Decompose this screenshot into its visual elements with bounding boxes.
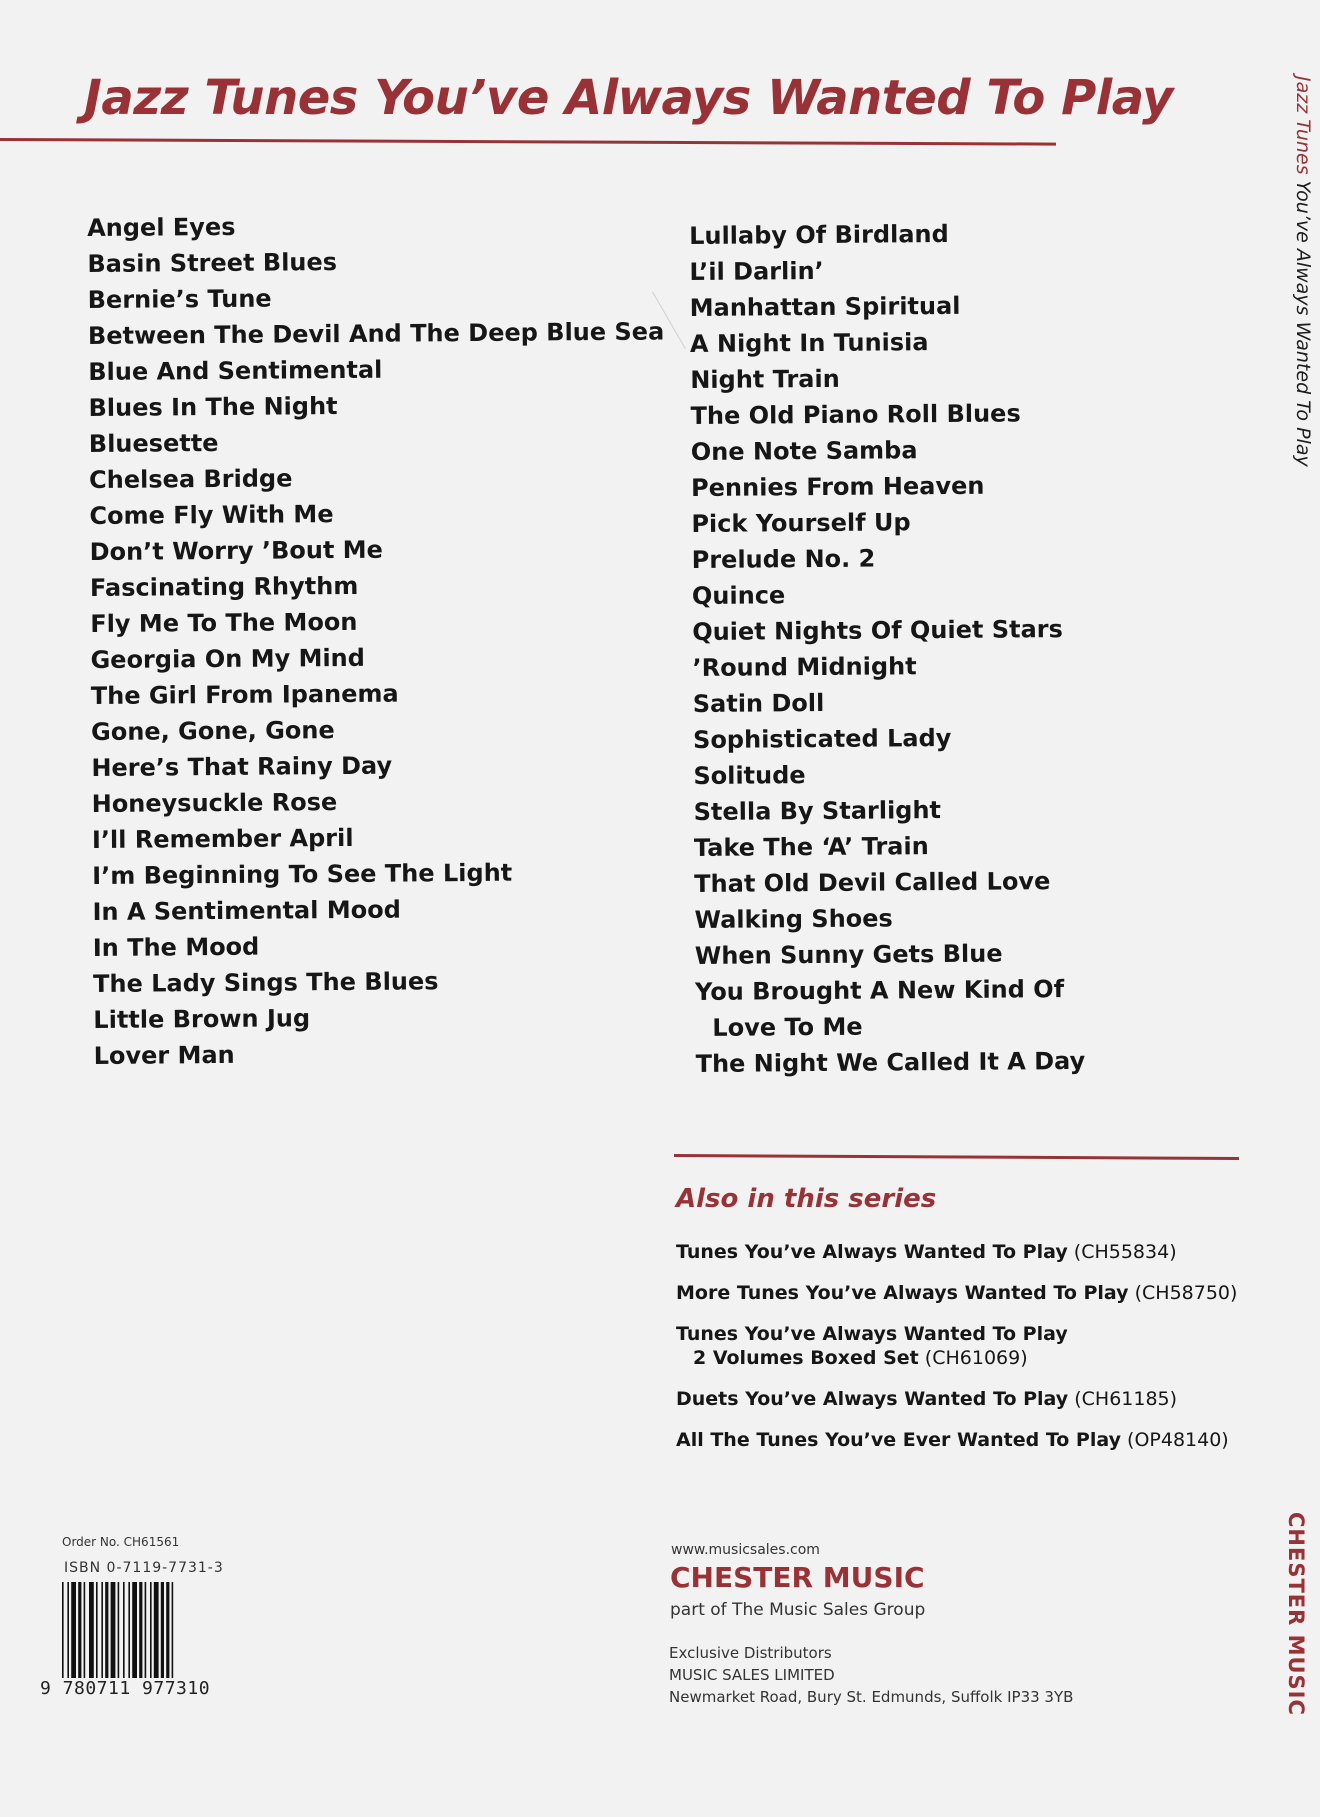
song-item: Gone, Gone, Gone: [90, 716, 335, 746]
song-item-continued: Love To Me: [712, 1012, 863, 1042]
song-item: Prelude No. 2: [691, 544, 876, 574]
spine-title-rest: You’ve Always Wanted To Play: [1292, 180, 1314, 467]
series-item-code: (CH61069): [924, 1347, 1028, 1369]
publisher-group: part of The Music Sales Group: [670, 1600, 926, 1620]
song-item: In A Sentimental Mood: [92, 895, 401, 926]
song-item: I’m Beginning To See The Light: [92, 858, 513, 890]
song-item: Don’t Worry ’Bout Me: [89, 535, 383, 566]
series-item-code: (CH58750): [1134, 1282, 1238, 1304]
song-item: In The Mood: [92, 932, 260, 962]
song-item: Basin Street Blues: [87, 248, 338, 278]
series-item-title: Tunes You’ve Always Wanted To Play: [676, 1323, 1068, 1345]
song-item: The Lady Sings The Blues: [92, 967, 439, 998]
song-item: That Old Devil Called Love: [694, 867, 1051, 898]
series-item-code: (CH61185): [1074, 1388, 1178, 1410]
song-item: I’ll Remember April: [91, 823, 354, 854]
song-list-right: [689, 215, 1085, 1082]
song-item: Come Fly With Me: [89, 500, 334, 530]
barcode-digits: 9 780711 977310: [40, 1678, 211, 1699]
song-item: Bernie’s Tune: [87, 284, 272, 314]
song-item: Pick Yourself Up: [691, 508, 911, 538]
song-item: The Night We Called It A Day: [695, 1046, 1086, 1078]
song-item: Blues In The Night: [88, 392, 338, 422]
song-list-left: [87, 205, 670, 1073]
song-item: The Old Piano Roll Blues: [690, 399, 1021, 430]
song-item: Night Train: [690, 364, 840, 394]
barcode-icon: [60, 1582, 236, 1682]
series-item-line2: [676, 1346, 1237, 1370]
song-item: When Sunny Gets Blue: [694, 939, 1003, 970]
song-item: Angel Eyes: [87, 212, 236, 242]
song-item: Fly Me To The Moon: [90, 607, 358, 638]
song-item: Georgia On My Mind: [90, 643, 365, 674]
order-number: Order No. CH61561: [62, 1535, 180, 1549]
title-divider: [0, 138, 1056, 146]
series-item-title: More Tunes You’ve Always Wanted To Play: [676, 1282, 1129, 1304]
song-item: Lover Man: [93, 1040, 235, 1070]
series-item: [676, 1240, 1237, 1264]
song-item: ’Round Midnight: [692, 652, 917, 682]
song-item: Solitude: [693, 761, 806, 790]
publisher-brand: CHESTER MUSIC: [670, 1561, 925, 1594]
series-item-code: (OP48140): [1127, 1429, 1229, 1451]
song-item: The Girl From Ipanema: [90, 679, 399, 710]
song-item: Here’s That Rainy Day: [91, 751, 393, 782]
spine-title-accent: Jazz Tunes: [1292, 76, 1314, 175]
series-list: [676, 1240, 1237, 1469]
song-item: Fascinating Rhythm: [89, 571, 359, 602]
series-item-title: Duets You’ve Always Wanted To Play: [676, 1388, 1069, 1410]
spine-title: [1292, 76, 1314, 467]
website-link[interactable]: www.musicsales.com: [671, 1542, 820, 1558]
series-item: [676, 1322, 1237, 1370]
distributor-block: [669, 1642, 1073, 1708]
song-item: Sophisticated Lady: [692, 723, 952, 754]
page-title: Jazz Tunes You’ve Always Wanted To Play: [84, 70, 1173, 126]
series-heading: Also in this series: [676, 1184, 937, 1214]
song-item: Quince: [691, 581, 786, 610]
distributor-address: Newmarket Road, Bury St. Edmunds, Suffolk IP33 3YB: [669, 1688, 1074, 1706]
song-item: Bluesette: [88, 428, 219, 458]
distributor-label: Exclusive Distributors: [669, 1644, 832, 1662]
distributor-name: MUSIC SALES LIMITED: [669, 1666, 835, 1684]
song-item: L’il Darlin’: [689, 256, 824, 286]
series-item: [676, 1428, 1237, 1452]
song-item: A Night In Tunisia: [689, 328, 929, 358]
song-item: Pennies From Heaven: [691, 471, 985, 502]
song-item: Lullaby Of Birdland: [689, 219, 949, 250]
series-item-title: Tunes You’ve Always Wanted To Play: [676, 1241, 1068, 1263]
song-item: Walking Shoes: [694, 904, 893, 934]
song-item: Little Brown Jug: [93, 1004, 311, 1034]
series-item-subtitle: 2 Volumes Boxed Set: [693, 1347, 919, 1369]
song-item: One Note Samba: [690, 436, 918, 466]
song-item: Manhattan Spiritual: [689, 291, 961, 322]
song-item: You Brought A New Kind Of: [694, 975, 1065, 1006]
series-divider: [674, 1154, 1239, 1160]
spine-brand: CHESTER MUSIC: [1284, 1512, 1308, 1716]
series-item: [676, 1387, 1237, 1411]
song-item: Honeysuckle Rose: [91, 788, 338, 818]
song-item: Blue And Sentimental: [88, 355, 383, 386]
song-item: Between The Devil And The Deep Blue Sea: [87, 317, 665, 350]
series-item-title: All The Tunes You’ve Ever Wanted To Play: [676, 1429, 1121, 1451]
isbn: ISBN 0-7119-7731-3: [64, 1560, 224, 1576]
series-item-code: (CH55834): [1073, 1241, 1177, 1263]
song-item: Chelsea Bridge: [89, 464, 293, 494]
song-item: Stella By Starlight: [693, 796, 942, 826]
series-item: [676, 1281, 1237, 1305]
song-item: Satin Doll: [692, 688, 825, 718]
song-item: Take The ‘A’ Train: [693, 832, 929, 862]
song-item: Quiet Nights Of Quiet Stars: [692, 615, 1063, 646]
